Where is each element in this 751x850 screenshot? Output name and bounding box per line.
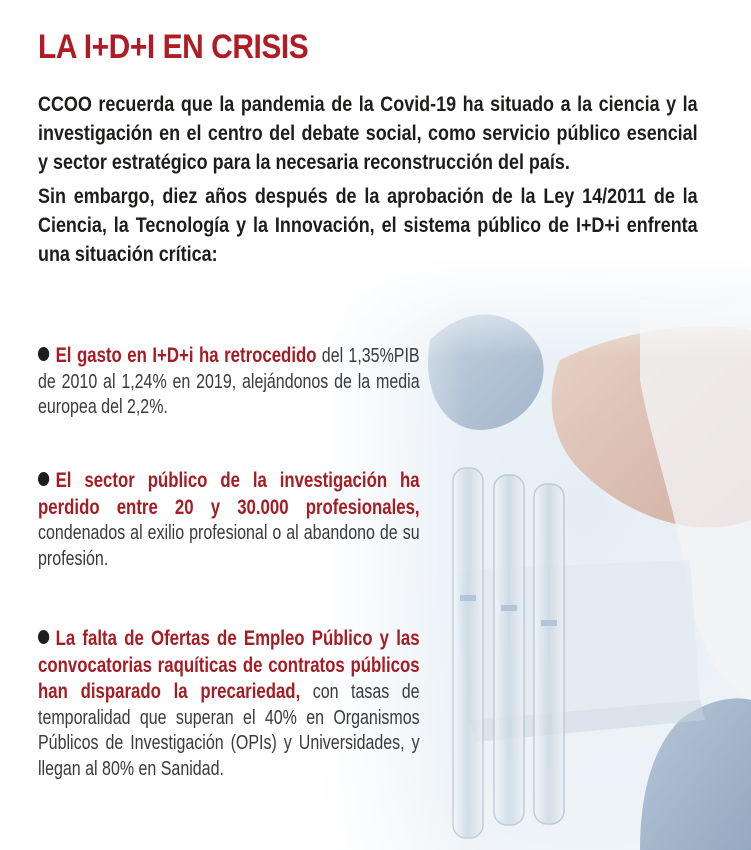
intro-paragraph-2: Sin embargo, diez años después de la aprobación de la Ley 14/2011 de la Ciencia, la Tecnología y la Innovación, el sistema público de I+D+i enfrenta una situación crítica:	[38, 184, 698, 266]
bullet-item-spending	[38, 343, 420, 421]
bullet-text: del 1,35%PIB de 2010 al 1,24% en 2019, alejándonos de la media europea del 2,2%.	[38, 345, 420, 418]
bullet-dot-icon	[38, 630, 49, 644]
bullet-item-precarity	[38, 626, 420, 782]
page-title: LA I+D+I EN CRISIS	[38, 28, 309, 66]
bullet-text: con tasas de temporalidad que superan el 40% en Organismos Públicos de Investigación (OPIs) y Universidades, y llegan al 80% en Sanidad.	[38, 681, 420, 780]
bullet-item-professionals	[38, 468, 420, 572]
bullet-dot-icon	[38, 347, 49, 361]
bullet-dot-icon	[38, 472, 49, 486]
intro-text	[38, 90, 698, 269]
intro-paragraph-1: CCOO recuerda que la pandemia de la Covid-19 ha situado a la ciencia y la investigación en el centro del debate social, como servicio público esencial y sector estratégico para la necesaria reconstrucción del país.	[38, 92, 698, 174]
bullet-highlight: La falta de Ofertas de Empleo Público y las convocatorias raquíticas de contratos públicos han disparado la precariedad,	[38, 627, 420, 703]
bullet-highlight: El gasto en I+D+i ha retrocedido	[55, 344, 317, 367]
bullet-text: condenados al exilio profesional o al abandono de su profesión.	[38, 522, 420, 570]
bullet-highlight: El sector público de la investigación ha perdido entre 20 y 30.000 profesionales,	[38, 469, 420, 519]
